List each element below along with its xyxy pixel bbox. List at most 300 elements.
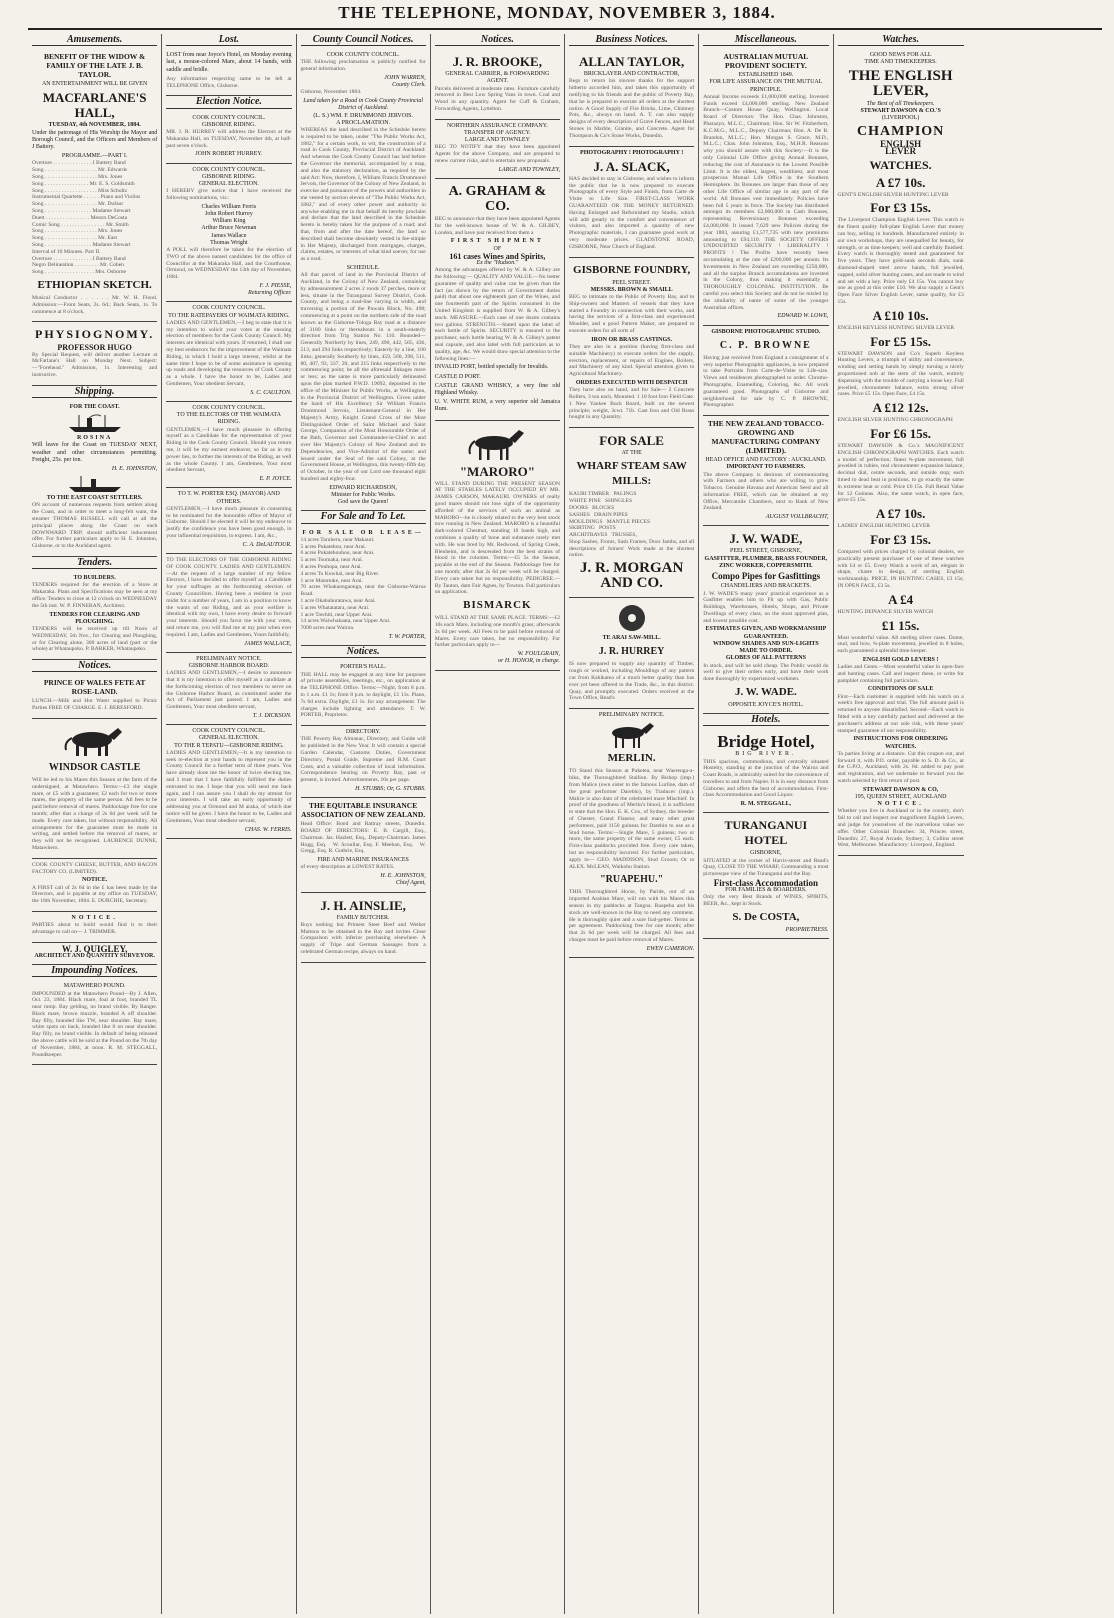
nomination-ad <box>166 164 291 303</box>
compo-pipes: Compo Pipes for Gasfittings <box>711 571 821 582</box>
dawson-address: STEWART DAWSON & CO, <box>862 786 939 793</box>
public-works-ad <box>301 49 426 511</box>
windsor-castle: WINDSOR CASTLE <box>48 761 141 773</box>
lost-ad <box>166 49 291 96</box>
poll-text: A POLL will therefore be taken for the election of TWO of the above named candidates for the office of Councillor at the Makaraka Hall, and the Courthouse, Ormond, on WEDNESDAY the 13th day of November, 1884. <box>166 247 292 281</box>
brooke-ad <box>435 49 560 120</box>
cook-council-2: COOK COUNTY COUNCIL. <box>192 166 266 173</box>
price-10: £1 15s. <box>881 617 920 633</box>
first-shipment: FIRST SHIPMENT <box>450 238 544 245</box>
slack-name: J. A. SLACK, <box>593 158 670 174</box>
hurrey-text: MR. J. R. HURREY will address the Electors at the Makaraka Hall, on TUESDAY, November 4th, at half-past seven o'clock. <box>166 129 292 149</box>
big-river: BIG RIVER. <box>735 751 797 758</box>
tearai-ad <box>569 598 694 709</box>
pound-text: IMPOUNDED at the Matawhero Pound—By J. Allen, Oct. 23, 1884. Black mare, foal at foot, branded TL near rump. Bay gelding, no brand visible. By Ranger. Black mare, brown muzzle, branded A off shoulder. Bay filly, branded like TW, near shoulder. Bay mare, white spots on back, branded like 0 on near shoulder. Bay filly, no brand visible. In default of being released the above cattle will be sold at the Pound on the 7th day of November, 1884, at noon. R. M. STEGGALL, Poundkeeper. <box>32 990 158 1058</box>
wade-name-2: J. W. WADE. <box>734 685 797 698</box>
tepatu-riding: TO THE R TEPATU—GISBORNE RIDING. <box>174 742 284 749</box>
cases-wines: 161 cases Wines and Spirits, <box>449 251 546 261</box>
east-coast-settlers: TO THE EAST COAST SETTLERS. <box>46 495 143 502</box>
joyce-sig: E. P. JOYCE. <box>259 476 292 483</box>
foulgrain-sig: W. FOULGRAIN, <box>517 651 560 658</box>
best-timekeepers: The Best of all Timekeepers. <box>866 100 935 107</box>
column-watches <box>834 34 968 1614</box>
sawmill-list: KAURI TIMBER PALINGS WHITE PINE SHINGLES DOORS BLOCKS SASHES DRAIN PIPES MOULDINGS MANTLE PIECES SKIRTING POSTS ARCHITRAVES TRUSSES, Shop Sashes, Fronts, Sash Frames, Door Jambs, and all descriptions of Joiners' Work made at the shortest notice. <box>569 491 695 559</box>
section-heading-impounding: Impounding Notices. <box>32 967 157 977</box>
orders-text: They have also on hand, and for Sale— 2 Concrete Rollers, 3 ton each, Mounted. 1 10 foot Iron Field Gate. 1 New Yankee Buck Board, built on the newest principle; weight, 3cwt. 71b. Cast Iron and Old Brass bought in any Quantity. <box>569 387 695 421</box>
assurance-ad <box>435 120 560 179</box>
masthead: THE TELEPHONE, MONDAY, NOVEMBER 3, 1884. <box>338 3 776 22</box>
notice-7-text: Whether you live in Auckland or in the country, don't fail to call and inspect our magnificent English Levers, and judge for yourselves of the marvellous value we offer. Other Colonial Branches: 34, Princes street, Dunedin; 27, Royal Arcade, Sydney; 3, Collins street West, Melbourne. Manufactory: Liverpool, England. <box>837 808 964 849</box>
photography-title: PHOTOGRAPHY ! PHOTOGRAPHY ! <box>580 149 684 156</box>
foundry-name: GISBORNE FOUNDRY, <box>573 263 691 276</box>
section-heading-watches: Watches. <box>838 36 964 46</box>
turanganui-ad <box>703 813 828 939</box>
time-keepers: TIME AND TIMEKEEPERS. <box>864 59 937 66</box>
for-sale-title: FOR SALE <box>599 433 664 449</box>
graham-ad <box>435 179 560 421</box>
tenders-ad <box>32 572 157 660</box>
wade-name: J. W. WADE, <box>729 531 803 547</box>
dickson-sig: T. J. DICKSON. <box>252 712 292 719</box>
section-heading-amusements: Amusements. <box>32 36 157 46</box>
column-amusements <box>28 34 162 1614</box>
richardson-sig: EDWARD RICHARDSON, <box>329 484 397 491</box>
wallace-sig: JAMES WALLACE, <box>244 640 292 647</box>
governor-seal: (L. S.) WM. F. DRUMMOND JERVOIS. <box>313 112 413 119</box>
instructions-text: To parties living at a distance. Cut this coupon out, and forward it, with P.O. order, payable to S. D. & Co., at the G.P.O., Auckland, with 2s. 6d. added to pay post and registration, and we undertake to forward you the watch selected by first return of post. <box>837 750 964 785</box>
rosina-name: ROSINA <box>76 435 113 442</box>
porter-others: TO T. W. PORTER ESQ. (MAYOR) AND OTHERS. <box>177 491 280 505</box>
watch-desc-10: Most wonderful value. All sterling silver cases. Dome, stud, and bow, ¾-plate movement, jewelled in 8 holes, each guaranteed a splendid time-keeper. <box>837 634 964 655</box>
general-election: GENERAL ELECTION. <box>198 181 259 188</box>
assurance-text: BEG TO NOTIFY that they have been appointed Agents for the above Company, and are prepared to renew current risks, and to entertain new proposals. <box>434 144 560 164</box>
column-lost-election <box>162 34 296 1614</box>
castle-port: CASTLE D PORT. <box>434 373 481 380</box>
stallion-icon <box>462 426 532 462</box>
bridge-hotel-ad <box>703 729 828 813</box>
of-label: OF <box>493 245 502 252</box>
at-the: AT THE <box>621 450 642 457</box>
amp-life: FOR LIFE ASSURANCE ON THE MUTUAL PRINCIPLE. <box>709 79 823 93</box>
schedule-text: All that parcel of land in the Provincial District of Auckland, in the Colony of New Zealand, containing by admeasurement 2 acres 2 roods 37 perches, more or less, situate in the Turanganui Survey District, Cook County, and being a road-line varying in width, and traversing a portion of the Puwaiu Block, No. 498; commencing at a point on the northern side of the road known as the Gisborne-Tologa Bay road at a distance of 3180 links or thereabouts in a south-easterly direction from Trig Station No. 110. Bounded—Generally Northerly by lines, 249, 490, 442, 565, 436, 513, and 294 links respectively; Easterly by a line, 100 links; generally Southerly by lines, 459, 560, 398, 511, 80, 407, 93, 337, 20, and 215 links respectively to the commencing point; be all the aforesaid linkages more or less; as the same is more particularly delineated upon the plan marked P.W.D. 19092, deposited in the office of the Minister for Public Works, at Wellington, in the Provincial District of Wellington. Given under the hand of His Excellency Sir William Francis Drummond Jervois, Lieutenant-General in Her Majesty's Army, Knight Grand Cross of the Most Distinguished Order of Saint Michael and Saint George, Companion of the Most Honourable Order of the Bath, Governor and Commander-in-Chief in and over Her Majesty's Colony of New Zealand and its Dependencies, and Vice-Admiral of the same; and issued under the Seal of the said Colony, at the Government House, at Wellington, this twenty-fifth day of October, in the year of our Lord one thousand eight hundred and eighty-four. <box>300 272 426 483</box>
column-notices <box>431 34 565 1614</box>
tobacco-ad <box>703 416 828 526</box>
thoroughbred-icon <box>600 721 664 749</box>
merlin-text: TO Stand this Season at Puketea, near Waerenga-a-hika, the Thoroughbred Stallion. By Bishop (imp.) from Malice (own sister to the famous Lurline, dam of the great performer Darebin), by Traducer (imp.). Malice is also dam of the celebrated mare Mischief. In proof of the goodness of Merlin's blood, it is sufficient to state that the Hon. E. K. Cox, of Sydney, the breeder of Chester, Grand Flaneur, and many other great performers, paid 1150 guineas for Darebin to use as a Stud horse. Terms:—Single Mare, 5 guineas; two or more, the same property of the same owner, £5 each. First-class paddocks provided free. Every care taken, but no responsibility incurred. For further particulars, apply to— GEO. MADDISON, Stud Groom; Or to ALEX. McLEAN, Waikohu Station. <box>569 768 695 870</box>
hurrey-ad <box>166 112 291 164</box>
fire-text: of every description at LOWEST RATES. <box>300 864 395 871</box>
section-heading-lost: Lost. <box>166 36 291 46</box>
section-heading-notices-3: Notices. <box>301 648 426 658</box>
iron-text: They are also in a position (having first-class and suitable Machinery) to execute orders for the supply, erection, replacement, or repairs of Engines, Boilers, and Machinery of any kind. Special attention given to Agricultural Machinery. <box>569 343 695 378</box>
watch-text-7: LADIES' ENGLISH HUNTING LEVER <box>837 523 931 530</box>
merlin-name: MERLIN. <box>607 752 656 765</box>
porter-hall-ad <box>301 661 426 726</box>
sawmill-ad <box>569 428 694 598</box>
slack-text: HAS decided to stay in Gisborne, and wishes to inform the public that he is now prepared to execute Photographs of every Style and Finish, from Carte de Visite to Life Size. FIRST-CLASS WORK GUARANTEED OR THE MONEY RETURNED. Having Enlarged and Refurnished my Studio, which will add greatly to the comfort and convenience of visitors, and also imported a quantity of new Photographic materials, I can guarantee good work at very moderate prices. GLADSTONE ROAD, GISBORNE, Near Church of England. <box>569 175 695 250</box>
graham-name: A. GRAHAM & CO. <box>448 184 547 214</box>
cameron-sig: EWEN CAMERON. <box>646 945 695 952</box>
taylor-text: Begs to return his sincere thanks for the support hitherto accorded him, and takes this opportunity of notifying to his friends and the public of Poverty Bay, that he is prepared to execute all orders at the shortest notice. A Good Supply of Fire Bricks, Lime, Chimney Pots, &c., always on hand. A. T. can also supply designs of every description of Grave Fences, and Head Stones in Marble, Granite, and Concrete. Agent for Thompson & Co's Stone Works, Dunedin. <box>569 78 695 139</box>
section-heading-notices: Notices. <box>32 662 157 672</box>
harbour-ad <box>166 653 291 725</box>
turanganui-text: SITUATED at the corner of Harris-street and Read's Quay, CLOSE TO THE WHARF, Commanding a most picturesque view of the Turanganui and the Bay. <box>703 857 829 878</box>
to-builders: TO BUILDERS. <box>73 575 116 582</box>
price-9: A £4 <box>888 591 914 607</box>
nominee-3: William King <box>212 218 246 225</box>
iron-castings: IRON OR BRASS CASTINGS. <box>591 336 672 343</box>
hudson: Ex the "Hudson." <box>476 260 519 266</box>
programme: PROGRAMME.—PART I. <box>61 153 128 160</box>
joyce-text: GENTLEMEN,—I have much pleasure in offering myself as a Candidate for the representation of your Riding in the Cook County Council. Should you return me, it will be my earnest endeavor, so far as in my power lies, to further the interests of the Riding, as well as the whole County. I am, Gentlemen, Your most obedient Servant, <box>166 426 292 474</box>
prince-text: LUNCH.—Milk and Hot Water supplied to Picnic Parties FREE OF CHARGE. E. J. BERESFORD. <box>32 698 158 712</box>
wade-street: PEEL STREET, GISBORNE, <box>730 548 802 555</box>
watch-desc-6: STEWART DAWSON & Co.'s MAGNIFICENT ENGLISH CHRONOGRAPH WATCHES. Each watch a model of perfection; finest ¾-plate movement, full jewelled in rubies, real chronometer expansion balance, decimal dial, centre seconds, and outside stop; each timed to dead beat in positions, to go exactly the same in extreme heat or cold. Price £6 15s. Full Retail Value for 12 Guineas. Also, the same watch, in open face, price £5 15s. <box>837 442 964 504</box>
costa-name: S. De COSTA, <box>732 911 800 924</box>
price-6: For £6 15s. <box>870 425 932 441</box>
clearing-title: TENDERS FOR CLEARING AND PLOUGHING. <box>49 611 140 625</box>
good-news: GOOD NEWS FOR ALL <box>869 52 932 59</box>
tobacco-title: THE NEW ZEALAND TOBACCO-GROWING AND MANUFACTURING COMPANY (LIMITED). <box>707 419 824 456</box>
nominee-6: Thomas Wright <box>210 239 248 246</box>
nomination-text: I HEREBY give notice that I have received the following nominations, viz.: <box>166 188 292 202</box>
pound-ad <box>32 980 157 1065</box>
physiognomy-ad <box>32 322 157 385</box>
fire-marine: FIRE AND MARINE INSURANCES <box>317 857 409 864</box>
masthead-rule <box>28 28 1102 30</box>
delautour-text: GENTLEMEN,—I have much pleasure in consenting to be nominated for the honorable office of Mayor of Gisborne. Should I be elected it will be my endeavor to justify the confidence you have been good enough, in your influential requisition, to express. I am, &c., <box>166 505 292 539</box>
section-heading-election: Election Notice. <box>166 98 291 108</box>
rosina-ad <box>32 401 157 557</box>
forsale-sub: FOR SALE OR LEASE— <box>302 529 424 536</box>
opposite-joyce: OPPOSITE JOYCE'S HOTEL. <box>728 701 804 708</box>
warren-date: Gisborne, November 1884. <box>300 89 362 96</box>
maroro-name: "MARORO" <box>459 463 535 479</box>
ruapehu-name: "RUAPEHU." <box>600 874 664 886</box>
ainslie-name: J. H. AINSLIE, <box>320 897 406 913</box>
clearing-text: TENDERS will be received up till Noon of WEDNESDAY, 5th Nov., for Clearing and Ploughing, or for Clearing alone, 300 acres of land (part or the whole) at Whataupoko. P. BARKER, Whataupoko. <box>32 625 158 653</box>
stubbs-sig: H. STUBBS; Or, G. STUBBS. <box>355 786 426 792</box>
benefit-ad <box>32 49 157 322</box>
notice-text: A FIRST call of 2s 6d in the £ has been made by the Directors, and is payable at my office on TUESDAY, the 18th November, 1884. E. DURCHIE, Secretary. <box>32 884 158 905</box>
liverpool: (LIVERPOOL) <box>881 115 920 122</box>
price-4: For £5 15s. <box>870 333 932 349</box>
ainslie-ad <box>301 893 426 963</box>
wharf-mills: WHARF STEAM SAW MILLS: <box>576 460 687 488</box>
price-3: A £10 10s. <box>872 307 929 323</box>
physiognomy-text: By Special Request, will deliver another Lecture at McFarlane's Hall on Monday Next. Subject:—"Forehead." Admission, 1s. Interesting and instructive. <box>32 351 158 378</box>
county-clerk: County Clerk. <box>392 82 426 89</box>
conditions-sale: CONDITIONS OF SALE <box>867 686 934 693</box>
nominee-4: Arthur Bruce Newman <box>201 225 257 232</box>
cook-county-cheese <box>32 859 157 912</box>
family-butcher: FAMILY BUTCHER. <box>336 914 390 921</box>
venue: MACFARLANE'S HALL, <box>42 90 147 121</box>
watch-text-5: ENGLISH SILVER HUNTING CHRONOGRAPH <box>837 417 953 424</box>
brooke-name: J. R. BROOKE, <box>452 54 542 70</box>
section-heading-hotels: Hotels. <box>703 716 828 726</box>
god-save-queen: God save the Queen! <box>337 499 389 506</box>
ruapehu-text: THIS Thoroughbred Horse, by Paride, out of an imported Arabian Mare, will run with his Mares this season in my paddocks at Tangoa. Ruapeha and his stock are well-known in the Bay to need any comment. He is thoroughly quiet and a sure foal-getter. Terms as per agreement. Paddocking free for one month; after that 2s 6d per week will be charged. All fees and charges must be paid before removal of Mares. <box>569 889 695 943</box>
browne-name: C. P. BROWNE <box>719 339 812 351</box>
taylor-name: ALLAN TAYLOR, <box>579 54 685 70</box>
ferris-text: LADIES AND GENTLEMEN,—It is my intention to seek re-election at your hands to represent you in the County Council for a further term of three years. You have already done me the honor of twice electing me, and I trust that I have faithfully fulfilled the duties entrusted to me. I hope that you will send me back again, and I can assure you I shall do my utmost for your interests. I will take an early opportunity of addressing you at Ormond and M araka, of which due notice will be given. I have the honor to be, Ladies and Gentlemen, Your most obedient servant, <box>166 749 292 824</box>
settlers-text: ON account of numerous requests from settlers along the Coast, and in order to meet a long-felt want, the steamer THOMAS RUSSELL will call at all the principal places along the Coast on each DOWNWARD TRIP, should sufficient inducement offer. For further particulars apply to H. E. Johnston, Gisborne, or to the Auckland agent. <box>32 502 158 550</box>
amp-ad <box>703 49 828 325</box>
foundry-ad <box>569 258 694 429</box>
bismarck-text: WILL STAND AT THE SAME PLACE. TERMS:—£2 10s each Mare, including one month's grass; afterwards 2s 6d per week. All Fees to be paid before removal of Mares. Every care taken, but no responsibility. For further particulars apply to— <box>434 615 560 649</box>
proclamation-text: WHEREAS the land described in the Schedule hereto is required to be taken, under "The Public Works Act, 1882," for a certain work, to wit, the construction of a road in Cook County, Provincial District of Auckland: And whereas the Cook County Council has laid before the Governor the memorial, accompanied by a map, and also the statutory declaration, as required by the said Act: Now, therefore, I, William Francis Drummond Jervois, the Governor of the Colony of New Zealand, in exercise and pursuance of the powers and authorities in me vested by section eleven of "The Public Works Act, 1882," and of every other power and authority in anywise enabling me in that behalf do hereby proclaim and declare that the land described in the Schedule hereto is hereby taken for the purpose of a road; and that, from and after the date hereof, the land so described shall become absolutely vested in fee-simple in Her Majesty, discharged from mortgages, charges, claims, estates, or interests of what kind soever, for use as a road. <box>300 127 426 263</box>
county-council-title: COOK COUNTY COUNCIL. <box>326 52 400 59</box>
large-townley: LARGE AND TOWNLEY <box>464 137 530 144</box>
porter-sig: T. W. PORTER, <box>388 634 426 641</box>
vollbracht-sig: AUGUST VOLLBRACHT, <box>765 514 829 521</box>
draught-horse-icon <box>60 724 130 758</box>
wallace-ad <box>166 554 291 653</box>
professor-hugo: PROFESSOR HUGO <box>57 343 132 353</box>
steggall-name: R. M. STEGGALL, <box>740 801 792 808</box>
families-boarders: FOR FAMILIES & BOARDERS. <box>725 887 807 894</box>
price-2: For £3 15s. <box>870 200 932 216</box>
ethiopian-sketch: ETHIOPIAN SKETCH. <box>37 278 152 291</box>
champion: CHAMPION <box>856 124 945 140</box>
column-county-council <box>297 34 431 1614</box>
physiognomy-title: PHYSIOGNOMY. <box>35 327 155 342</box>
orders-despatch: ORDERS EXECUTED WITH DESPATCH <box>575 379 688 386</box>
wade-ad <box>703 526 828 714</box>
prince-title: PRINCE OF WALES FETE AT ROSE-LAND. <box>43 678 146 697</box>
farmers-title: IMPORTANT TO FARMERS. <box>726 464 806 471</box>
bricklayer-title: BRICKLAYER AND CONTRACTOR, <box>583 71 680 78</box>
forsale-ad <box>301 527 426 647</box>
lost-reward: Any information respecting same to be left at TELEPHONE Office, Gisborne. <box>166 75 292 89</box>
harbour-board: GISBORNE HARBOR BOARD. <box>188 662 270 669</box>
directory-ad <box>301 726 426 798</box>
joyce-ad <box>166 402 291 488</box>
proclamation: A PROCLAMATION. <box>336 119 391 126</box>
watches-word: WATCHES. <box>869 157 932 172</box>
ferris-ad <box>166 725 291 839</box>
land-taken: Land taken for a Road in Cook County Provincial District of Auckland. <box>303 98 423 112</box>
brown-smaill: MESSRS. BROWN & SMAILL <box>590 286 673 293</box>
tobacco-office: HEAD OFFICE AND FACTORY : AUCKLAND. <box>705 457 827 464</box>
nominee-5: James Wallace <box>211 232 247 239</box>
costa-text: Only the very Best Brands of WINES, SPIRITS, BEER, &c., kept in Stock. <box>703 894 829 908</box>
wade-text: J. W. WADE'S many years' practical experience as a Gasfitter enables him to Fit up with Gas, Public Buildings, Warehouses, Hotels, Shops, and Private Dwellings of every class, on the most approved plan, and lowest possible cost. <box>703 590 829 624</box>
chandeliers: CHANDELIERS AND BRACKETS. <box>720 583 811 590</box>
wallace-text: TO THE ELECTORS OF THE GISBORNE RIDING OF COOK COUNTY. LADIES AND GENTLEMEN.—At the request of a large number of my fellow Electors, I have decided to offer myself as a Candidate for your suffrages at the forthcoming election of County Councillors. Having been a resident in your midst for a number of years, I am in a position to know the wants of our Riding, and as your welfare is identical with my own, I have every desire to forward your interests. Should you favor me with your votes, and return me, you will find me at my post when ever required. I am, Ladies and Gentlemen, Yours faithfully, <box>166 556 292 638</box>
turanganui-hotel: TURANGANUI HOTEL <box>724 818 808 848</box>
for-the-coast: FOR THE COAST. <box>69 403 120 410</box>
waimata-electors: TO THE ELECTORS OF THE WAIMATA RIDING. <box>176 412 281 426</box>
taylor-ad <box>569 49 694 146</box>
price-1: A £7 10s. <box>875 174 926 190</box>
parties-notice <box>32 912 157 943</box>
english-word: ENGLISH <box>880 139 922 150</box>
warren-sig: JOHN WARREN, <box>384 75 426 81</box>
stewart-dawson: STEWART DAWSON & CO.'S <box>860 107 941 114</box>
conditions-text: First—Each customer is supplied with his watch on a week's free approval and trial. The full amount paid is returned to anyone dissatisfied. Second—Each watch is fitted with a key carefully packed and delivered at the purchaser's address at our sole risk, with these years' stamped guarantee of our responsibility. <box>837 693 964 734</box>
window-shades: WINDOW SHADES AND SUN-LIGHTS MADE TO ORDER. <box>713 640 819 655</box>
large-townley-sig: LARGE AND TOWNLEY, <box>498 166 560 173</box>
prince-ad <box>32 675 157 719</box>
benefit-title: BENEFIT OF THE WIDOW & FAMILY OF THE LATE J. B. TAYLOR. <box>43 52 146 80</box>
merlin-ad <box>569 709 694 958</box>
notice-title: NOTICE. <box>82 877 108 884</box>
column-business <box>565 34 699 1614</box>
section-heading-business: Business Notices. <box>569 36 694 46</box>
notice-7: NOTICE. <box>877 801 924 808</box>
gisborne-riding-2: GISBORNE RIDING. <box>201 173 256 180</box>
section-heading-notices-4: Notices. <box>435 36 560 46</box>
forwarding-title: GENERAL CARRIER, & FORWARDING AGENT. <box>445 71 550 85</box>
watches-ad <box>838 49 964 856</box>
gold-levers: ENGLISH GOLD LEVERS ! <box>862 656 939 663</box>
returning-officer: Returning Officer. <box>248 290 292 297</box>
delautour-ad <box>166 488 291 554</box>
section-heading-tenders: Tenders. <box>32 559 157 569</box>
sketch-text: Musical Conductor . . . . . . Mr. W. H. Flood. Admission:—Front Seats, 2s. 6d.; Back Seats, 1s. To commence at 8 o'clock. <box>32 294 158 315</box>
studio-text: Having just received from England a consignment of a very superior Photographic appliances, is now prepared to take Portraits from Carte-de-Visite to Life-size. Views and residences photographed to order. Chromo-Photographs, Enamelling, Coloring, &c. All work guaranteed good. Photographs of Gisborne and neighborhood for sale by C. P. BROWNE, Photographer. <box>703 354 829 409</box>
transfer-agency: TRANSFER OF AGENCY. <box>464 130 531 136</box>
section-heading-misc: Miscellaneous. <box>703 36 828 46</box>
estimates: ESTIMATES GIVEN, AND WORKMANSHIP GUARANTEED. <box>705 626 827 640</box>
piesse-sig: F. J. PIESSE, <box>259 283 292 290</box>
cook-council-3: COOK COUNTY COUNCIL. <box>192 305 266 312</box>
cheese-text: COOK COUNTY CHEESE, BUTTER, AND BACON FACTORY CO. (LIMITED). <box>32 861 158 875</box>
ainslie-text: Buys nothing but Primest Steer Beef and Wether Muttons to be obtained in the Bay and invites Close Comparison with inferior purchasing elsewhere. A supply of Tripe and German Sausages from a celebrated German recipe, always on hand. <box>300 921 426 955</box>
northern-assurance: NORTHERN ASSURANCE COMPANY. <box>446 122 548 129</box>
cook-council-1: COOK COUNTY COUNCIL. <box>192 114 266 121</box>
waimata-ratepayers: TO THE RATEPAYERS OF WAIMATA RIDING. <box>168 312 290 319</box>
equitable-text: Head Office: Bond and Rattray streets, Dunedin. BOARD OF DIRECTORS: E. B. Cargill, Esq., Chairman. Jas. Hazlett, Esq., Deputy-Chairman. James Hogg, Esq. W. Scoullar, Esq. F. Meehan, Esq. W. Gregg, Esq. R. Guthrie, Esq. <box>300 821 426 855</box>
gilbey-text: Among the advantages offered by W. & A. Gilbey are the following:— QUALITY AND VALUE.—No better guarantee of quality and value can be given than the fact (as shown by the return of Government duties paid) that about one eighteenth part of the Wines, and one fourteenth part of the Spirits consumed in the United Kingdom is supplied from W. & A. Gilbey's stock. MEASURE.—Each case of one dozen contains two gallons. STRENGTH.—Stated upon the label of each bottle of Spirits. SECURITY is ensured to the purchaser, each bottle bearing W. & A. Gilbey's patent seal capsule, and also label with full particulars as to quality, age, &c. We would draw special attention to the following lines:— <box>434 267 560 362</box>
nominee-1: Charles William Ferris <box>201 203 257 210</box>
parties-text: PARTIES about to build would find it to their advantage to call on— J. TRIMMER. <box>32 922 158 935</box>
globes-text: In stock, and will be sold cheap. The Public would do well to give their orders early, and have their work done thoroughly by experienced workmen. <box>703 662 829 683</box>
maroro-text: WILL STAND DURING THE PRESENT SEASON AT THE STABLES LATELY OCCUPIED BY MR. JAMES CARSON, MAKAURI. OWNERS of really good mares should not lose sight of the opportunity afforded of the services of such an animal as MARORO—he is closely related to the very best stock now running in New Zealand. MARORO is a beautiful dark-colored Chestnut, standing 16 hands high, and combines a quality of bone and substance rarely met with. He was bred by Mr. Redwood, of Spring Creek, Blenheim, and is descended from the best strains of blood in the colonies. Terms:—£5 5s the Season, payable at the end of the Season. Paddockage free for one month; after that 2s 6d per week will be charged. Every care taken but no responsibility. PEDIGREE.—By Tauton, dam Fair Agnes, by Towton. Full particulars on application. <box>434 480 560 596</box>
notice-title-2: NOTICE. <box>71 914 118 921</box>
foundry-text: BEG to intimate to the Public of Poverty Bay, and to Ship-owners and Masters of vessels that they have started a Foundry in connection with their works, and having the services of a first-class and experienced Moulder, and a good Pattern Maker, are prepared to execute orders for all sorts of <box>569 293 695 334</box>
tearai-text: IS now prepared to supply any quantity of Timber, rough or worked, including Mouldings of any pattern cut from Kahikatea of a much better quality than has ever yet been offered to the Trade, &c., in this district. Quay, and promptly executed. Orders received at the Town Office, Read's <box>569 661 695 702</box>
windsor-ad <box>32 719 157 859</box>
caulton-ad <box>166 302 291 402</box>
sawmill-blade-icon <box>609 603 655 633</box>
proprietress: PROPRIETRESS. <box>785 927 829 934</box>
ferris-sig: CHAS. W. FERRIS. <box>244 826 292 833</box>
turanganui-town: GISBORNE, <box>750 850 782 857</box>
honor-sig: or H. HONOR, in charge. <box>498 658 560 665</box>
general-election-2: GENERAL ELECTION. <box>198 735 259 742</box>
directory-text: THE Poverty Bay Almanac, Directory, and Guide will be published in the New Year. It will contain a special Garden Calendar, Customs Duties, Government Directory, Postal Guide, Supreme and R.M. Court Costs, and a valuable collection of local information. Correspondence bearing on Poverty Bay, past or present, is invited. Advertisements, 10s per page. <box>300 736 426 784</box>
watch-desc-8: Compared with prices charged by colonial dealers, we practically present purchaser of one of these watches with £4 or £5. Every Watch a work of art, elegant in shape, chaste in design, of sterling English workmanship. PRICE, IN HUNTING CASES, £3 15s; IN OPEN FACE, £3 5s. <box>837 548 964 589</box>
price-5: A £12 12s. <box>872 400 929 416</box>
lost-text: LOST from near Joyce's Hotel, on Monday evening last, a mouse-colored Mare, about 14 hands, with saddle and bridle. <box>166 52 292 73</box>
programme-list: Overture . . . . . . . . . . . . . . J Battery Band Song . . . . . . . . . . . . . . . . . . . Mr. Edwards Song . . . . . . . . . . . . . . . . . . . Mrs. Jones Song . . . . . . . . . . . . . . . . Mr. E. S. Goldsmith Song . . . . . . . . . . . . . . . . . . . Miss Schultz Instrumental Quartette . . . . . . Piano and Violins Song . . . . . . . . . . . . . . . . . . . Mr. Dufaur Song . . . . . . . . . . . . . . . . . Madame Stewart Duett . . . . . . . . . . . . . . . . Messrs DeCosta Comic Song . . . . . . . . . . . . . . . . Mr. Smith Song . . . . . . . . . . . . . . . . . . . Mrs. Jones Song . . . . . . . . . . . . . . . . . . . Mr. East Song . . . . . . . . . . . . . . . . . Madame Stewart Interval of 10 Minutes. Part II. Overture . . . . . . . . . . . . . . J Battery Band Negro Delineation . . . . . . . . . Mr. Cohen Song . . . . . . . . . . . . . . . . . . Mrs. Osborne <box>32 160 141 276</box>
castle-whisky: CASTLE GRAND WHISKY, a very fine old Highland Whisky. <box>434 382 560 396</box>
minister-title: Minister for Public Works. <box>331 492 396 499</box>
chief-agent: Chief Agent, <box>395 880 426 887</box>
watch-desc-4: STEWART DAWSON and Co's Superb Keyless Hunting Levers, a triumph of utility and convenience, winding and setting hands by simply turning a nicely proportioned nob at the stem of the watch, entirely dispensing with the trouble of carrying a loose key. Full jewelled, chronometer balance, extra strong silver cases. Price £5 15s. Open Face, £4 15s. <box>837 350 964 398</box>
watch-text-3: ENGLISH KEYLESS HUNTING SILVER LEVER <box>837 324 955 331</box>
equitable-title: THE EQUITABLE INSURANCE ASSOCIATION OF NEW ZEALAND. <box>301 801 426 820</box>
tobacco-text: The above Company is desirous of communicating with Farmers and others who are willing to grow Tobacco. Genuine Havana and American Seed and all information FREE, which can be obtained at my Office, Mercantile Chambers, next to Bank of New Zealand. <box>703 471 829 512</box>
johnston-sig: H. E. JOHNSTON, <box>380 873 426 880</box>
lever-word: LEVER <box>885 146 917 157</box>
benefit-line: AN ENTERTAINMENT WILL BE GIVEN <box>41 81 148 88</box>
quigley-name: W. J. QUIGLEY, <box>61 943 128 954</box>
cook-council-5: COOK COUNTY COUNCIL. <box>192 728 266 735</box>
column-miscellaneous <box>699 34 833 1614</box>
wade-trades: GASFITTER, PLUMBER, BRASS FOUNDER, ZINC WORKER, COPPERSMITH. <box>704 555 828 569</box>
studio-ad <box>703 326 828 417</box>
preliminary-notice: PRELIMINARY NOTICE. <box>196 655 262 662</box>
steamer-icon <box>65 413 125 433</box>
directory-title: DIRECTORY. <box>345 729 381 736</box>
watch-text-1: GENT'S ENGLISH SILVER HUNTING LEVER <box>837 191 949 198</box>
section-heading-forsale: For Sale and To Let. <box>301 513 426 523</box>
delautour-sig: C. A. DeLAUTOUR. <box>242 541 292 548</box>
white-rum: U. V. WHITE RUM, a very superior old Jamaica Rum. <box>434 399 560 413</box>
equitable-ad <box>301 798 426 892</box>
bridge-hotel: Bridge Hotel, <box>717 732 815 752</box>
cook-council-4: COOK COUNTY COUNCIL. <box>192 405 266 411</box>
tearai-title: TE ARAI SAW-MILL. <box>602 635 661 642</box>
patronage: Under the patronage of His Worship the Mayor and Borough Council, and the Officers and Members of J Battery. <box>32 129 158 151</box>
watch-desc-1: The Liverpool Champion English Lever. This watch is the finest quality full-plate English Lever that money can buy, selling in hundreds. Manufactured entirely in our own workshops, they are unequalled for beauty, for strength, or as time keepers; well and carefully finished. Every watch is thoroughly tested and guaranteed for five years. They have gold-sunk seconds dials, sunk diamond-shaped steel arrow hands, full jewelled, capped, solid silver hunting cases, and are made to wind and set with a key. Price only £4 15s. You cannot buy one as good at this order £10. We also supply a Gent's Open Face Silver English Lever, same quality, for £3 15s. <box>837 217 964 305</box>
windsor-text: Will be led to his Mares this Season at the farm of the undersigned, at Matawhero. Terms:—£3 the single mare, or £5 with a guarantee; £2 each for two or more mares, the property of the same person. All fees to be paid before removal of mares. Paddockage free for one month; after that a charge of 2s 6d per week will be made. Every care taken, but without responsibility. All arrangements for the guarantee must be made in writing, and settled before the removal of mares, or they will not be recognised. LAURENCE DUNNE, Matawhero. <box>32 776 158 851</box>
studio-title: GISBORNE PHOTOGRAPHIC STUDIO. <box>711 328 821 335</box>
section-heading-county: County Council Notices. <box>301 36 426 46</box>
preliminary-5: PRELIMINARY NOTICE. <box>598 712 665 719</box>
hall-text: THE HALL may be engaged at any time for purposes of private assemblies, meetings, etc., on application at the TELEPHONE Office. Terms:—Night, from 8 p.m. to 1 a.m. £1 1s; from 8 p.m. to daylight, £1 11s. Piano, 7s 6d extra. Daylight, £1 1s. for any arrangement. The charges include lighting and attendance. T. W. PORTER, Proprietor. <box>300 671 426 719</box>
quigley-ad <box>32 943 157 965</box>
instructions: INSTRUCTIONS FOR ORDERING WATCHES. <box>853 736 948 750</box>
price-7: A £7 10s. <box>875 506 926 522</box>
benefit-date: TUESDAY, 4th NOVEMBER, 1884. <box>48 122 141 129</box>
peel-street: PEEL STREET. <box>612 279 651 286</box>
public-works-text: THE following proclamation is publicly notified for general information. <box>300 59 426 73</box>
builders-text: TENDERS required for the erection of a Store at Makaraka. Plans and Specifications may be seen at my office. Tenders to close at 12 o'clock on WEDNESDAY the 5th inst. W. P. FINNERAN, Architect. <box>32 582 158 609</box>
rosina-text: Will leave for the Coast on TUESDAY NEXT, weather and other circumstances permitting. Freight, 25s. per ton. <box>32 442 158 463</box>
invalid-port: INVALID PORT, bottled specially for Invalids. <box>434 364 549 371</box>
columns <box>28 34 1102 1614</box>
english-lever: THE ENGLISH LEVER, <box>848 67 953 99</box>
schedule-title: SCHEDULE. <box>346 264 380 271</box>
bridge-text: THIS spacious, commodious, and centrally situated Hostelry, standing at the junction of the Wairoa and Coast Roads, is admirably suited for the convenience of travellers to and from Napier. It is in easy distance from Gisborne, and offers the best of accommodation. First-class Accommodation and Good Liquor. <box>703 758 829 799</box>
harbour-text: LADIES AND GENTLEMEN,—I desire to announce that it is my intention to offer myself as a candidate at the forthcoming election of two members to serve on the Gisborne Harbor Board, as constituted under the Act of Parliament just passed. I am, Ladies and Gentlemen, Your most obedient servant, <box>166 670 292 711</box>
queen-street: 195, QUEEN STREET, AUCKLAND <box>854 794 947 801</box>
caulton-text: LADIES AND GENTLEMEN,—I beg to state that it is my intention to solicit your votes at the ensuing election of members for the Cook County Council. My interests are identical with yours. If returned, I shall use my best endeavors for the improvement of the Waimata Riding, in which I hold a large interest, whilst at the same time I hope to be of some assistance in opening up roads and developing the resources of Cook County as a whole. I have the honor to be, Ladies and Gentlemen, Your obedient Servant, <box>166 319 292 387</box>
amp-established: ESTABLISHED 1849. <box>738 72 794 79</box>
slack-ad <box>569 147 694 258</box>
watch-text-9: HUNTING DEPIANCE SILVER WATCH <box>837 608 934 615</box>
amp-title: AUSTRALIAN MUTUAL PROVIDENT SOCIETY. <box>723 52 809 71</box>
gisborne-riding-1: GISBORNE RIDING. <box>201 121 256 128</box>
globes: GLOBES OF ALL PATTERNS <box>725 655 806 662</box>
quigley-title: ARCHITECT AND QUANTITY SURVEYOR. <box>34 952 155 959</box>
rosina-agent: H. E. JOHNSTON, <box>111 465 158 472</box>
graham-text: BEG to announce that they have been appointed Agents for the well-known house of W. & A. GILBEY, London, and have just received from them a <box>434 216 560 236</box>
porter-hall: PORTER'S HALL. <box>340 664 387 671</box>
brooke-text: Parcels delivered at moderate rates. Furniture carefully removed in Best Low Spring Vans in town. Coal and Wood in any quantity. Agent for Cuff & Graham, Forwarding Agents, Lyttelton. <box>434 85 560 112</box>
amp-text: Annual Income exceeds £1,000,000 sterling. Invested Funds exceed £4,000,000 sterling. New Zealand Branch—Custom House Quay, Wellington. Local Board of Directors: The Hon. Chas. Johnston, Pharazyn, M.L.C., Chairman; Hon. Sir W. Fitzherbert, K.C.M.G., M.L.C., Deputy Chairman; Hon. A. De B. Brandon, M.L.C.; Hon. Morgan S. Grace, M.D., M.L.C.; Chas. John Johnston, Esq., M.H.R. Reasons why you should assure with this Society:—It is the only Colonial Life Office giving Annual Bonuses, reducing the cost of Assurance to the Lowest Possible Limit. It is the oldest, largest, wealthiest, and most prosperous Mutual Life Office in the Southern Hemisphere. Its Bonuses are larger than those of any other Life Office of similar age in any part of the world. All Bonuses vest immediately. Policies have been full 5 years in force. The Society has distributed amongst its members £2,000,000 in Cash Bonuses, representing Reversionary Bonuses exceeding £4,000,000. It issued 7,629 new Policies during the year 1883, assuring £1,577,735 with new premiums amounting to £94,110. THE SOCIETY OFFERS UNDOUBTED SECURITY ! LIBERALITY ! PROFITS ! The Profits have recently been accumulating at the rate of £200,000 per annum. Its Investments in New Zealand are exceeding £250,000, and all the surplus Branch accumulations are invested in the Colony, thus making it essentially a THOROUGHLY COLONIAL INSTITUTION. Be careful you select this Society and do not be misled by the similarity of name of some of the younger Australian offices. <box>703 93 829 311</box>
gold-text: Ladies and Gents.—Most wonderful value in open-face and hunting cases. Call and inspect these, or write for pamphlet containing full particulars. <box>837 664 964 684</box>
nominee-2: John Robert Hurrey <box>205 211 253 218</box>
maroro-ad <box>435 421 560 671</box>
first-class: First-class Accommodation <box>713 878 818 889</box>
lowe-sig: EDWARD W. LOWE, <box>777 313 829 320</box>
